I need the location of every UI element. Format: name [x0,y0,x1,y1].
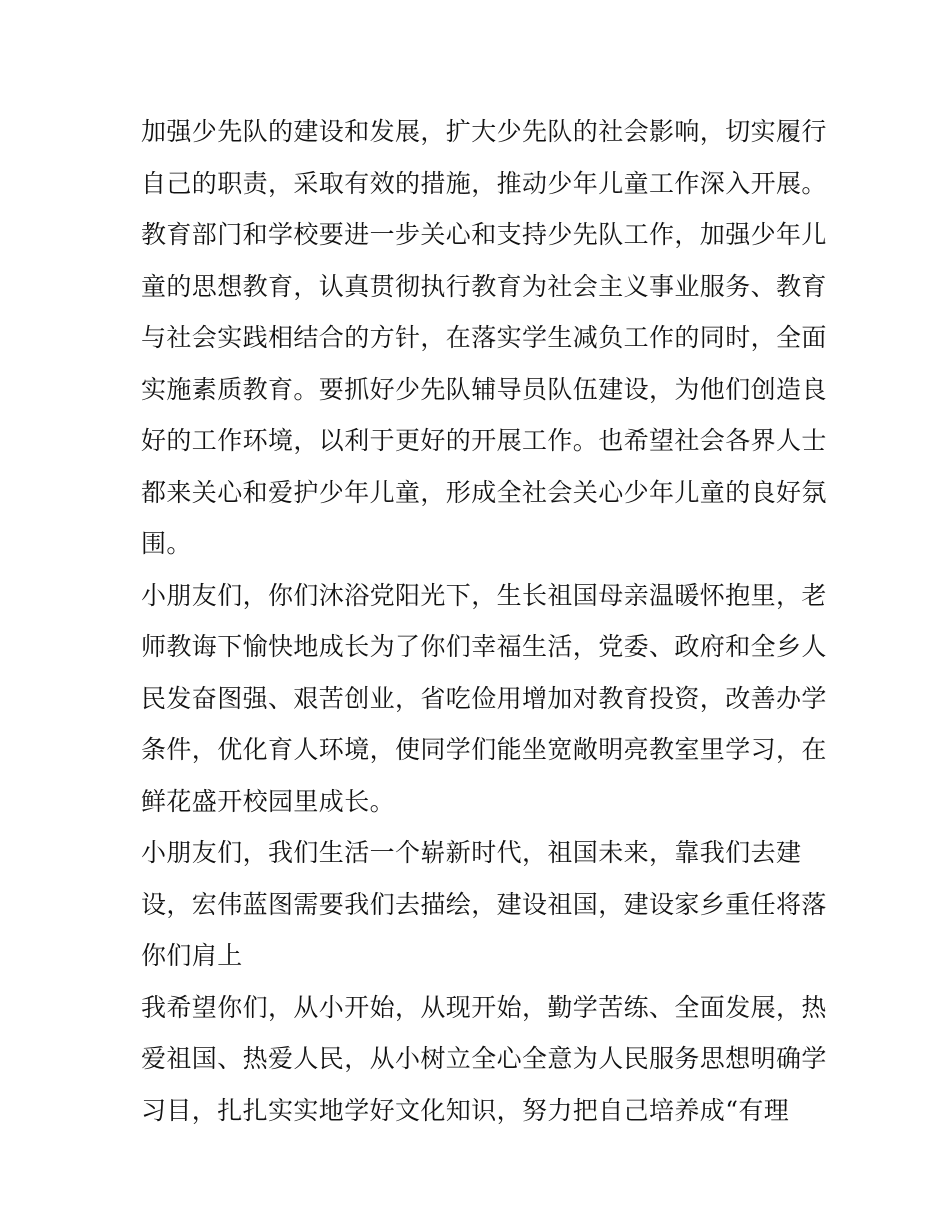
text-line: 好的工作环境，以利于更好的开展工作。也希望社会各界人士 [141,426,827,455]
text-line: 与社会实践相结合的方针，在落实学生减负工作的同时，全面 [141,323,827,352]
text-line: 实施素质教育。要抓好少先队辅导员队伍建设，为他们创造良 [141,374,827,404]
text-line: 教育部门和学校要进一步关心和支持少先队工作，加强少年儿 [141,220,827,249]
text-line: 爱祖国、热爱人民，从小树立全心全意为人民服务思想明确学 [141,1044,827,1073]
text-line: 小朋友们，你们沐浴党阳光下，生长祖国母亲温暖怀抱里，老 [141,580,827,610]
text-line: 都来关心和爱护少年儿童，形成全社会关心少年儿童的良好氛 [141,477,827,507]
text-line: 设，宏伟蓝图需要我们去描绘，建设祖国，建设家乡重任将落 [141,889,827,919]
text-line: 我希望你们，从小开始，从现开始，勤学苦练、全面发展，热 [141,992,827,1022]
text-line: 自己的职责，采取有效的措施，推动少年儿童工作深入开展。 [141,168,827,198]
text-line: 条件，优化育人环境，使同学们能坐宽敞明亮教室里学习，在 [141,735,827,764]
text-line: 民发奋图强、艰苦创业，省吃俭用增加对教育投资，改善办学 [141,683,827,713]
text-line: 加强少先队的建设和发展，扩大少先队的社会影响，切实履行 [141,117,827,146]
text-line: 师教诲下愉快地成长为了你们幸福生活，党委、政府和全乡人 [141,632,827,661]
body-text [141,106,827,1136]
text-line: 围。 [141,529,192,558]
text-line: 你们肩上 [141,941,243,970]
text-line: 鲜花盛开校园里成长。 [141,786,396,816]
text-line: 小朋友们，我们生活一个崭新时代，祖国未来，靠我们去建 [141,838,802,867]
text-line: 童的思想教育，认真贯彻执行教育为社会主义事业服务、教育 [141,271,827,301]
text-line: 习目，扎扎实实地学好文化知识，努力把自己培养成“有理 [141,1095,790,1125]
